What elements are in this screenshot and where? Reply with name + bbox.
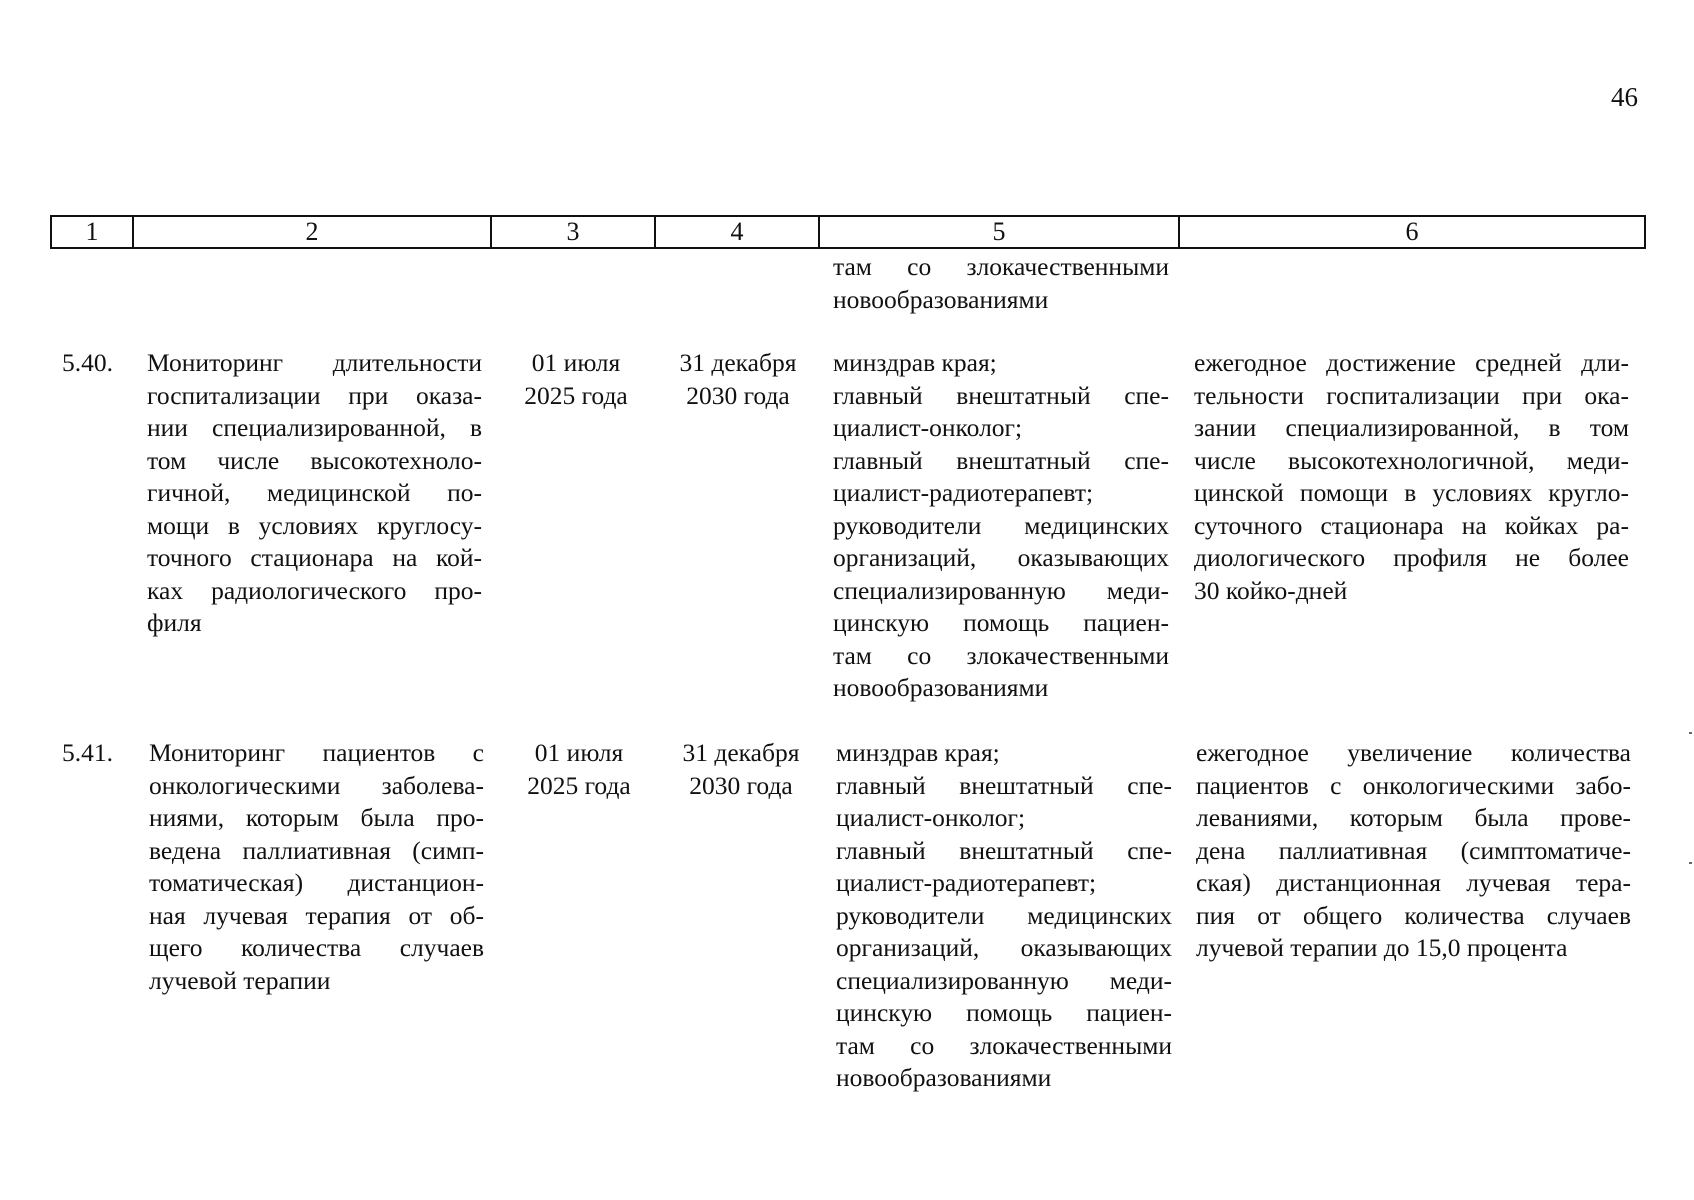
event-line: лучевой терапии	[149, 965, 331, 995]
result-line: ежегодное достижение средней дли-	[1194, 348, 1629, 377]
executor-line: циалист-онколог;	[836, 803, 1026, 832]
start-date-line: 01 июля	[534, 738, 624, 767]
column-number-5: 5	[819, 216, 1179, 248]
executor-line: циалист-радиотерапевт;	[836, 868, 1097, 897]
executor-line: специализированную меди-	[836, 965, 1172, 995]
event-line: ная лучевая терапия от об-	[149, 900, 484, 930]
end-date-line: 31 декабря	[679, 348, 797, 377]
expected-result	[1194, 347, 1629, 607]
responsible-executors	[836, 737, 1172, 1095]
event-line: мощи в условиях круглосу-	[147, 510, 482, 540]
continuation-col5	[833, 251, 1169, 316]
executor-line: главный внештатный спе-	[836, 770, 1172, 800]
executor-line: главный внештатный спе-	[833, 445, 1169, 475]
result-line: леваниями, которым была прове-	[1196, 803, 1631, 832]
end-date	[662, 347, 814, 412]
continuation-line: новообразованиями	[833, 284, 1049, 314]
event-line: ведена паллиативная (симп-	[149, 835, 484, 865]
result-line: суточного стационара на койках ра-	[1194, 510, 1629, 540]
event-line: онкологическими заболева-	[149, 770, 484, 800]
result-line: цинской помощи в условиях кругло-	[1194, 478, 1629, 507]
executor-line: специализированную меди-	[833, 575, 1169, 605]
start-date-line: 01 июля	[531, 348, 621, 377]
event-description	[147, 347, 482, 640]
column-number-3: 3	[491, 216, 655, 248]
event-line: нии специализированной, в	[147, 413, 482, 442]
page-number: 46	[1611, 82, 1638, 112]
column-number-4: 4	[655, 216, 819, 248]
executor-line: цинскую помощь пациен-	[836, 998, 1172, 1027]
event-line: ках радиологического про-	[147, 575, 482, 605]
result-line: диологического профиля не более	[1194, 543, 1629, 572]
row-number: 5.40.	[62, 348, 113, 377]
executor-line: цинскую помощь пациен-	[833, 608, 1169, 637]
executor-line: новообразованиями	[833, 673, 1049, 702]
result-line: ская) дистанционная лучевая тера-	[1196, 868, 1631, 897]
expected-result	[1196, 737, 1631, 965]
result-line: дена паллиативная (симптоматиче-	[1196, 835, 1631, 865]
executor-line: новообразованиями	[836, 1063, 1052, 1092]
event-line: томатическая) дистанцион-	[149, 868, 484, 897]
end-date-line: 2030 года	[686, 380, 790, 410]
event-description	[149, 737, 484, 997]
event-line: Мониторинг пациентов с	[149, 738, 484, 767]
executor-line: руководители медицинских	[833, 510, 1169, 540]
executor-line: минздрав края;	[836, 738, 1000, 767]
result-line: зании специализированной, в том	[1194, 413, 1629, 442]
result-line: тельности госпитализации при ока-	[1194, 380, 1629, 410]
column-header-row	[50, 215, 1646, 249]
result-line: пациентов с онкологическими забо-	[1196, 770, 1631, 800]
start-date-line: 2025 года	[524, 380, 628, 410]
end-date-line: 2030 года	[689, 770, 793, 800]
executor-line: главный внештатный спе-	[833, 380, 1169, 410]
executor-line: циалист-радиотерапевт;	[833, 478, 1094, 507]
event-line: точного стационара на кой-	[147, 543, 482, 572]
event-line: госпитализации при оказа-	[147, 380, 482, 410]
end-date-line: 31 декабря	[682, 738, 800, 767]
start-date-line: 2025 года	[527, 770, 631, 800]
scan-mark	[1689, 862, 1692, 864]
continuation-line: там со злокачественными	[833, 252, 1169, 281]
event-line: щего количества случаев	[149, 933, 484, 962]
row-number: 5.41.	[62, 738, 113, 767]
column-number-6: 6	[1179, 216, 1645, 248]
event-line: гичной, медицинской по-	[147, 478, 482, 507]
executor-line: руководители медицинских	[836, 900, 1172, 930]
column-number-2: 2	[133, 216, 491, 248]
executor-line: циалист-онколог;	[833, 413, 1023, 442]
responsible-executors	[833, 347, 1169, 705]
result-line: лучевой терапии до 15,0 процента	[1196, 933, 1568, 962]
executor-line: организаций, оказывающих	[833, 543, 1169, 572]
event-line: филя	[147, 608, 202, 637]
executor-line: там со злокачественными	[836, 1030, 1172, 1060]
executor-line: минздрав края;	[833, 348, 997, 377]
start-date	[506, 347, 646, 412]
executor-line: там со злокачественными	[833, 640, 1169, 670]
scan-mark	[1689, 732, 1692, 734]
start-date	[509, 737, 649, 802]
executor-line: главный внештатный спе-	[836, 835, 1172, 865]
result-line: числе высокотехнологичной, меди-	[1194, 445, 1629, 475]
event-line: том числе высокотехноло-	[147, 445, 482, 475]
end-date	[665, 737, 817, 802]
result-line: ежегодное увеличение количества	[1196, 738, 1631, 767]
event-line: Мониторинг длительности	[147, 348, 482, 377]
result-line: пия от общего количества случаев	[1196, 900, 1631, 930]
executor-line: организаций, оказывающих	[836, 933, 1172, 962]
column-number-1: 1	[51, 216, 133, 248]
event-line: ниями, которым была про-	[149, 803, 484, 832]
result-line: 30 койко-дней	[1194, 575, 1348, 605]
